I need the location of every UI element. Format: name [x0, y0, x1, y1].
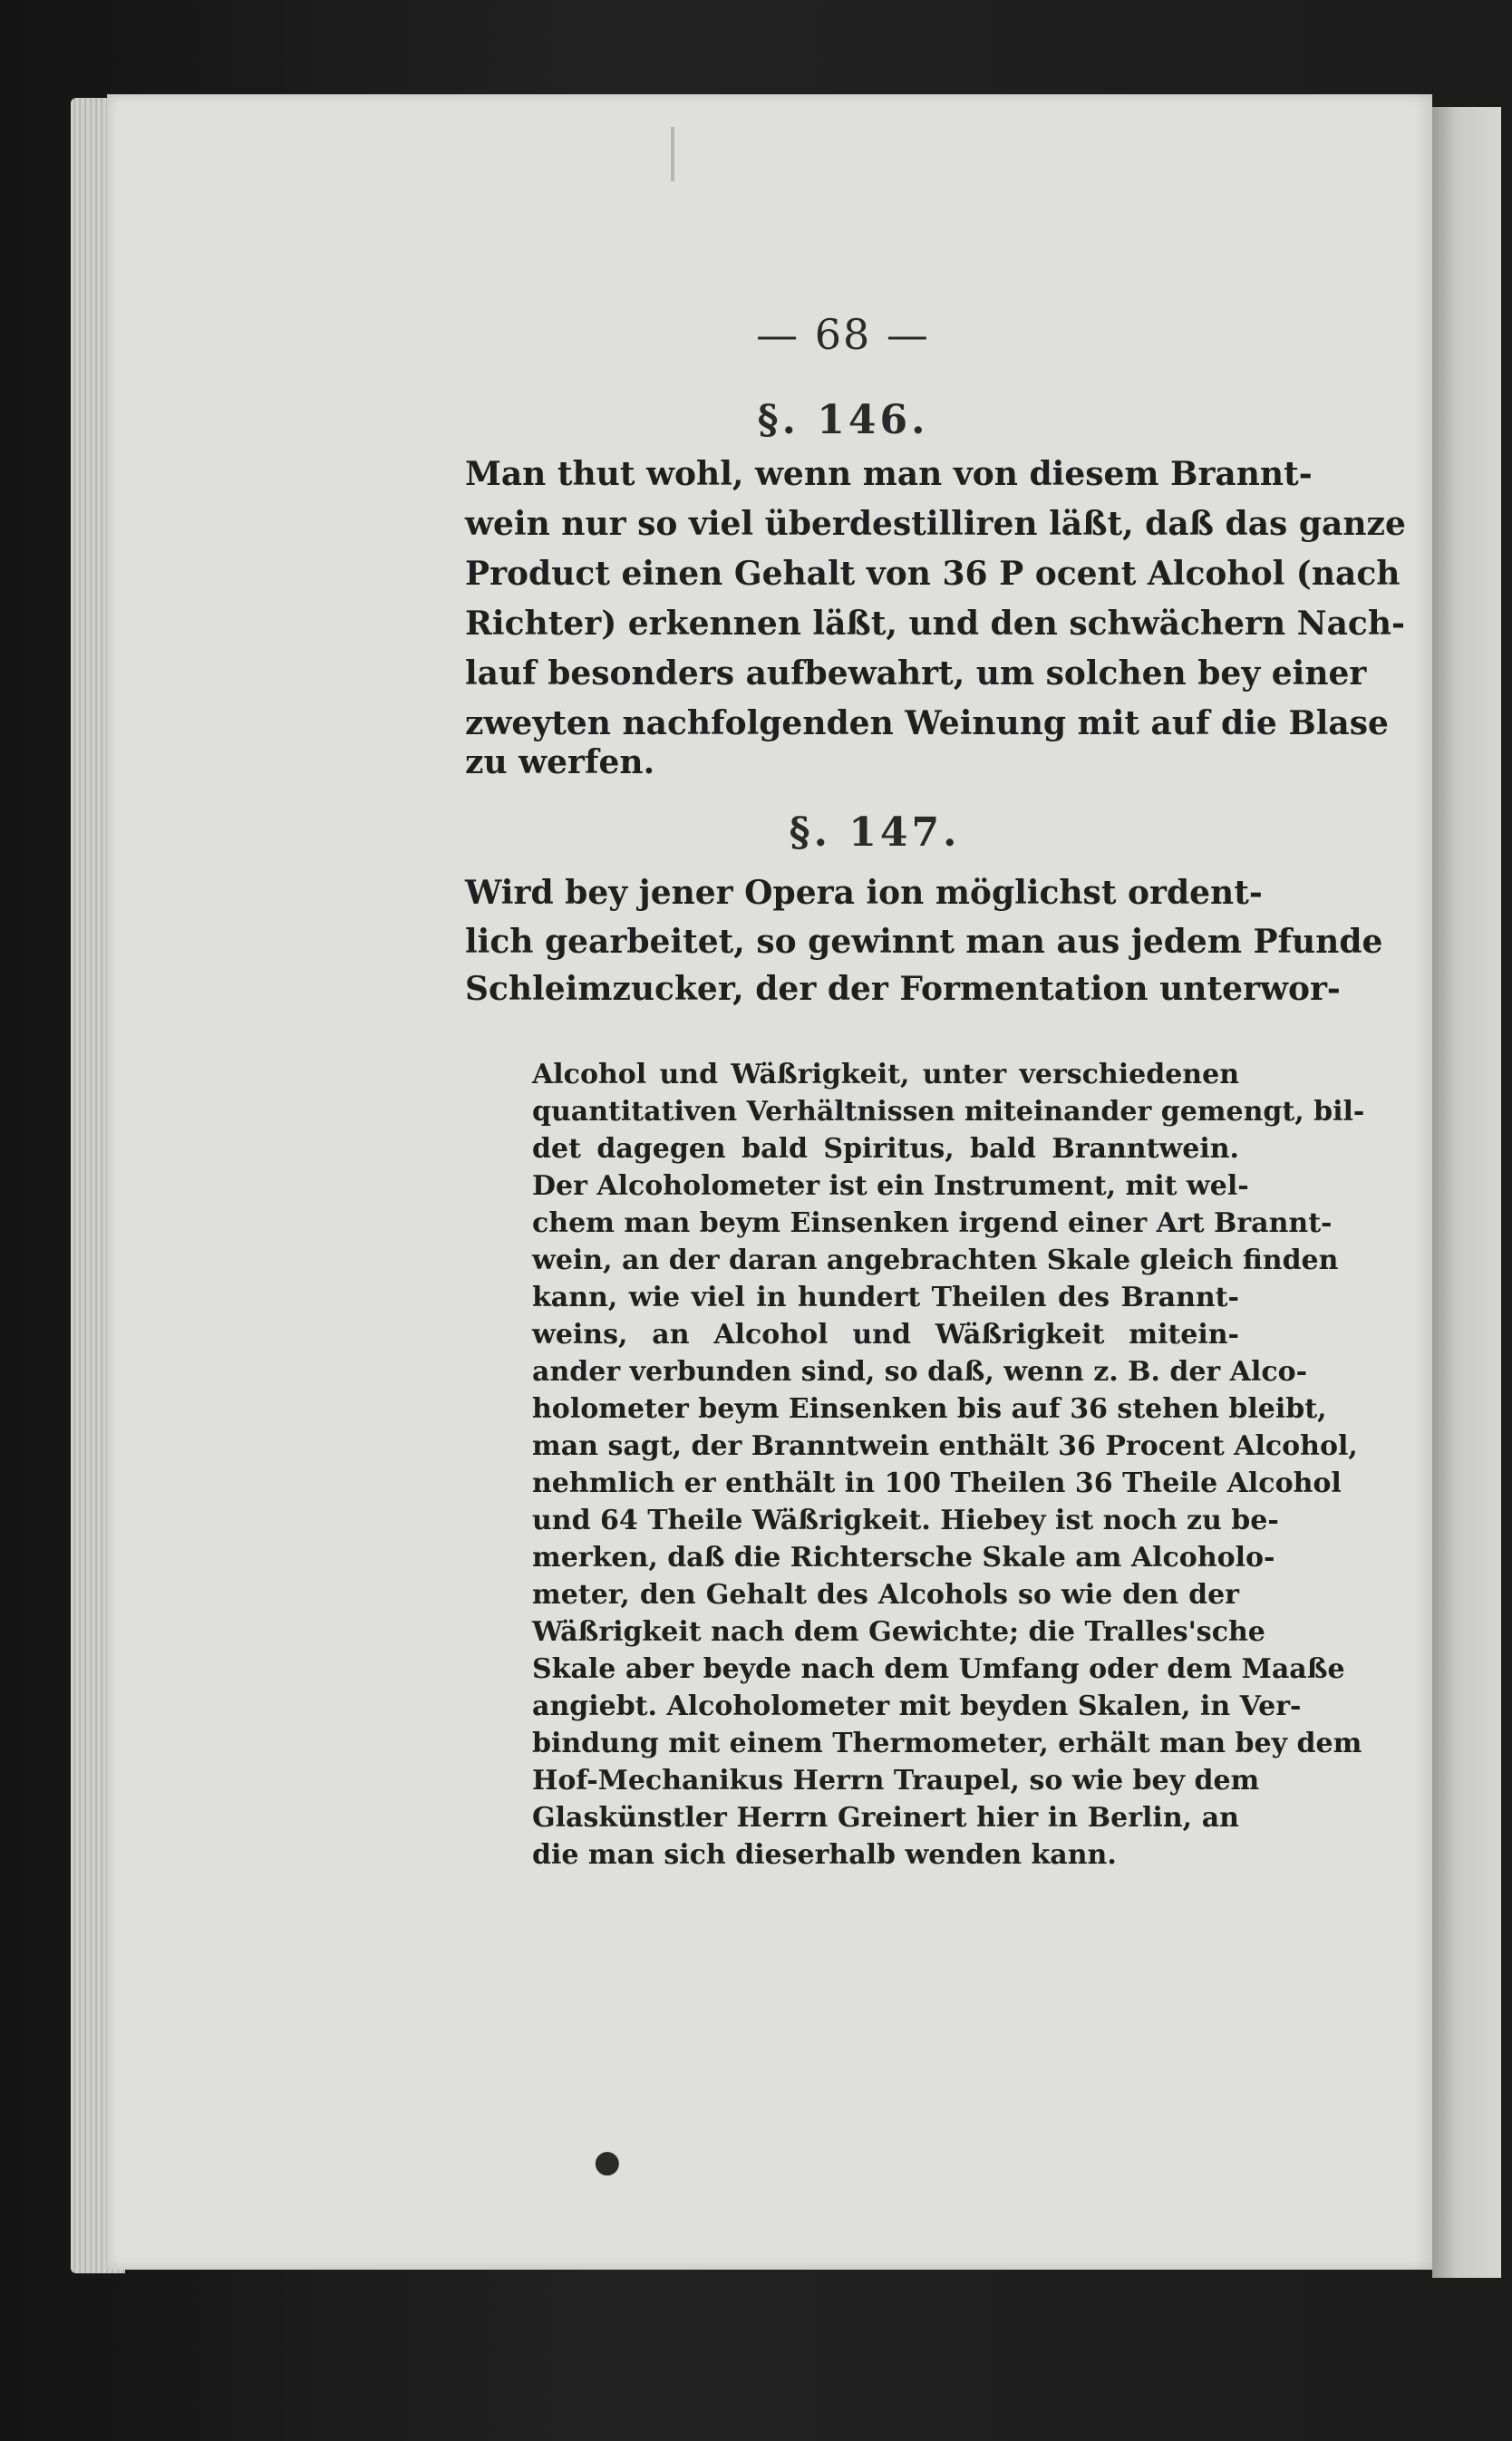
footnote-line: weins, an Alcohol und Wäßrigkeit mitein- — [532, 1319, 1239, 1351]
footnote-line: Alcohol und Wäßrigkeit, unter verschiedenen — [532, 1059, 1239, 1090]
footnote-line: ander verbunden sind, so daß, wenn z. B. der Alco- — [532, 1356, 1308, 1388]
text-line: zu werfen. — [465, 743, 655, 781]
footnote-line: kann, wie viel in hundert Theilen des Brannt- — [532, 1282, 1239, 1313]
text-line: zweyten nachfolgenden Weinung mit auf die Blase — [465, 704, 1389, 742]
footnote-line: holometer beym Einsenken bis auf 36 stehen bleibt, — [532, 1393, 1327, 1425]
ink-blot: ● — [594, 2144, 621, 2180]
footnote-line: Skale aber beyde nach dem Umfang oder dem Maaße — [532, 1653, 1345, 1685]
page-number: — 68 — — [756, 310, 930, 359]
text-line: Schleimzucker, der der Formentation unterwor- — [465, 970, 1341, 1008]
text-line: wein nur so viel überdestilliren läßt, daß das ganze — [465, 505, 1406, 543]
footnote-line: und 64 Theile Wäßrigkeit. Hiebey ist noch zu be- — [532, 1505, 1279, 1536]
footnote-line: bindung mit einem Thermometer, erhält man bey dem — [532, 1728, 1362, 1759]
footnote-line: man sagt, der Branntwein enthält 36 Procent Alcohol, — [532, 1430, 1358, 1462]
footnote-line: meter, den Gehalt des Alcohols so wie den der — [532, 1579, 1239, 1611]
footnote-line: nehmlich er enthält in 100 Theilen 36 Theile Alcohol — [532, 1468, 1342, 1499]
footnote-line: Glaskünstler Herrn Greinert hier in Berlin, an — [532, 1802, 1239, 1834]
text-line: Wird bey jener Opera ion möglichst ordent- — [465, 874, 1263, 912]
footnote-line: angiebt. Alcoholometer mit beyden Skalen, in Ver- — [532, 1690, 1302, 1722]
footnote-line: Wäßrigkeit nach dem Gewichte; die Tralles'sche — [532, 1616, 1265, 1648]
footnote-line: quantitativen Verhältnissen miteinander gemengt, bil- — [532, 1096, 1365, 1128]
facing-page-edge — [1432, 107, 1501, 2278]
section-heading-147: §. 147. — [789, 809, 961, 856]
text-line: lauf besonders aufbewahrt, um solchen bey einer — [465, 654, 1367, 693]
footnote-line: Hof-Mechanikus Herrn Traupel, so wie bey dem — [532, 1765, 1260, 1797]
text-line: Man thut wohl, wenn man von diesem Brannt- — [465, 455, 1313, 493]
section-heading-146: §. 146. — [757, 397, 929, 443]
footnote-line: Der Alcoholometer ist ein Instrument, mit wel- — [532, 1170, 1249, 1202]
footnote-line: die man sich dieserhalb wenden kann. — [532, 1839, 1117, 1871]
text-line: lich gearbeitet, so gewinnt man aus jedem Pfunde — [465, 923, 1383, 961]
footnote-line: det dagegen bald Spiritus, bald Branntwein. — [532, 1133, 1239, 1165]
footnote-line: chem man beym Einsenken irgend einer Art Brannt- — [532, 1207, 1333, 1239]
footnote-line: wein, an der daran angebrachten Skale gleich finden — [532, 1245, 1339, 1276]
text-line: Product einen Gehalt von 36 P ocent Alcohol (nach — [465, 555, 1401, 593]
scan-artifact — [671, 127, 674, 181]
text-line: Richter) erkennen läßt, und den schwächern Nach- — [465, 605, 1405, 643]
footnote-line: merken, daß die Richtersche Skale am Alcoholo- — [532, 1542, 1275, 1574]
